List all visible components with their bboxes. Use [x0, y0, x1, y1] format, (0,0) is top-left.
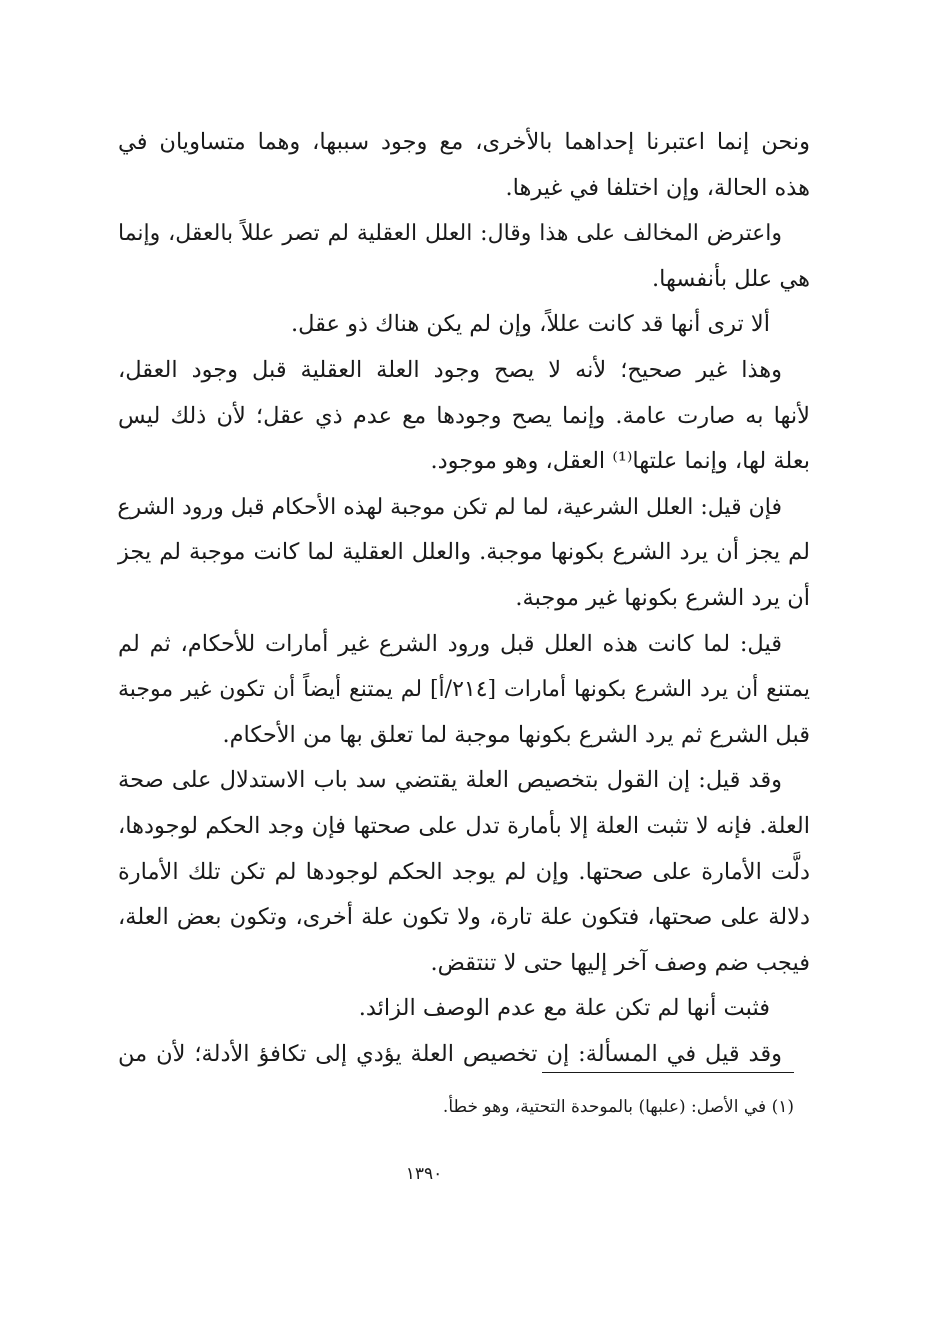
- text-line: واعترض المخالف على هذا وقال: العلل العقلية لم تصر عللاً بالعقل، وإنما: [118, 221, 782, 247]
- text-line: العلة. فإنه لا تثبت العلة إلا بأمارة تدل على صحتها فإن وجد الحكم لوجودها،: [118, 812, 810, 839]
- text-line: لأنها به صارت عامة. وإنما يصح وجودها مع عدم ذي عقل؛ لأن ذلك ليس: [118, 402, 810, 429]
- text-line: هذه الحالة، وإن اختلفا في غيرها.: [505, 174, 810, 201]
- text-line: دلَّت الأمارة على صحتها. وإن لم يوجد الحكم لوجودها لم تكن تلك الأمارة: [118, 858, 810, 885]
- text-line: وهذا غير صحيح؛ لأنه لا يصح وجود العلة العقلية قبل وجود العقل،: [118, 356, 782, 383]
- text-line: وقد قيل: إن القول بتخصيص العلة يقتضي سد باب الاستدلال على صحة: [118, 767, 782, 794]
- text-line: هي علل بأنفسها.: [651, 265, 810, 292]
- footnote-divider: [542, 1072, 794, 1073]
- text-line: يمتنع أن يرد الشرع بكونها أمارات [٢١٤/أ] لم يمتنع أيضاً أن تكون غير موجبة: [118, 677, 810, 703]
- footnote: (١) في الأصل: (علبها) بالموحدة التحتية، وهو خطأ.: [442, 1097, 794, 1117]
- text-line: لم يجز أن يرد الشرع بكونها موجبة. والعلل العقلية لما كانت موجبة لم يجز: [118, 539, 810, 566]
- text-line: بعلة لها، وإنما علتها⁽¹⁾ العقل، وهو موجود.: [430, 448, 810, 475]
- text-line: وقد قيل في المسألة: إن تخصيص العلة يؤدي إلى تكافؤ الأدلة؛ لأن من: [118, 1040, 782, 1067]
- page-number: ١٣٩٠: [405, 1164, 443, 1184]
- text-line: فيجب ضم وصف آخر إليها حتى لا تنتقض.: [430, 949, 810, 976]
- text-line: فإن قيل: العلل الشرعية، لما لم تكن موجبة لهذه الأحكام قبل ورود الشرع: [117, 494, 782, 520]
- text-line: ألا ترى أنها قد كانت عللاً، وإن لم يكن هناك ذو عقل.: [290, 311, 770, 338]
- text-line: ونحن إنما اعتبرنا إحداهما بالأخرى، مع وجود سببها، وهما متساويان في: [118, 129, 810, 155]
- text-line: دلالة على صحتها، فتكون علة تارة، ولا تكون علة أخرى، وتكون بعض العلة،: [118, 904, 810, 931]
- text-line: قيل: لما كانت هذه العلل قبل ورود الشرع غير أمارات للأحكام، ثم لم: [118, 630, 782, 657]
- text-line: فثبت أنها لم تكن علة مع عدم الوصف الزائد.: [358, 995, 770, 1022]
- text-line: قبل الشرع ثم يرد الشرع بكونها موجبة لما تعلق بها من الأحكام.: [222, 721, 810, 748]
- body-text: [118, 120, 810, 1077]
- text-line: أن يرد الشرع بكونها غير موجبة.: [515, 584, 810, 611]
